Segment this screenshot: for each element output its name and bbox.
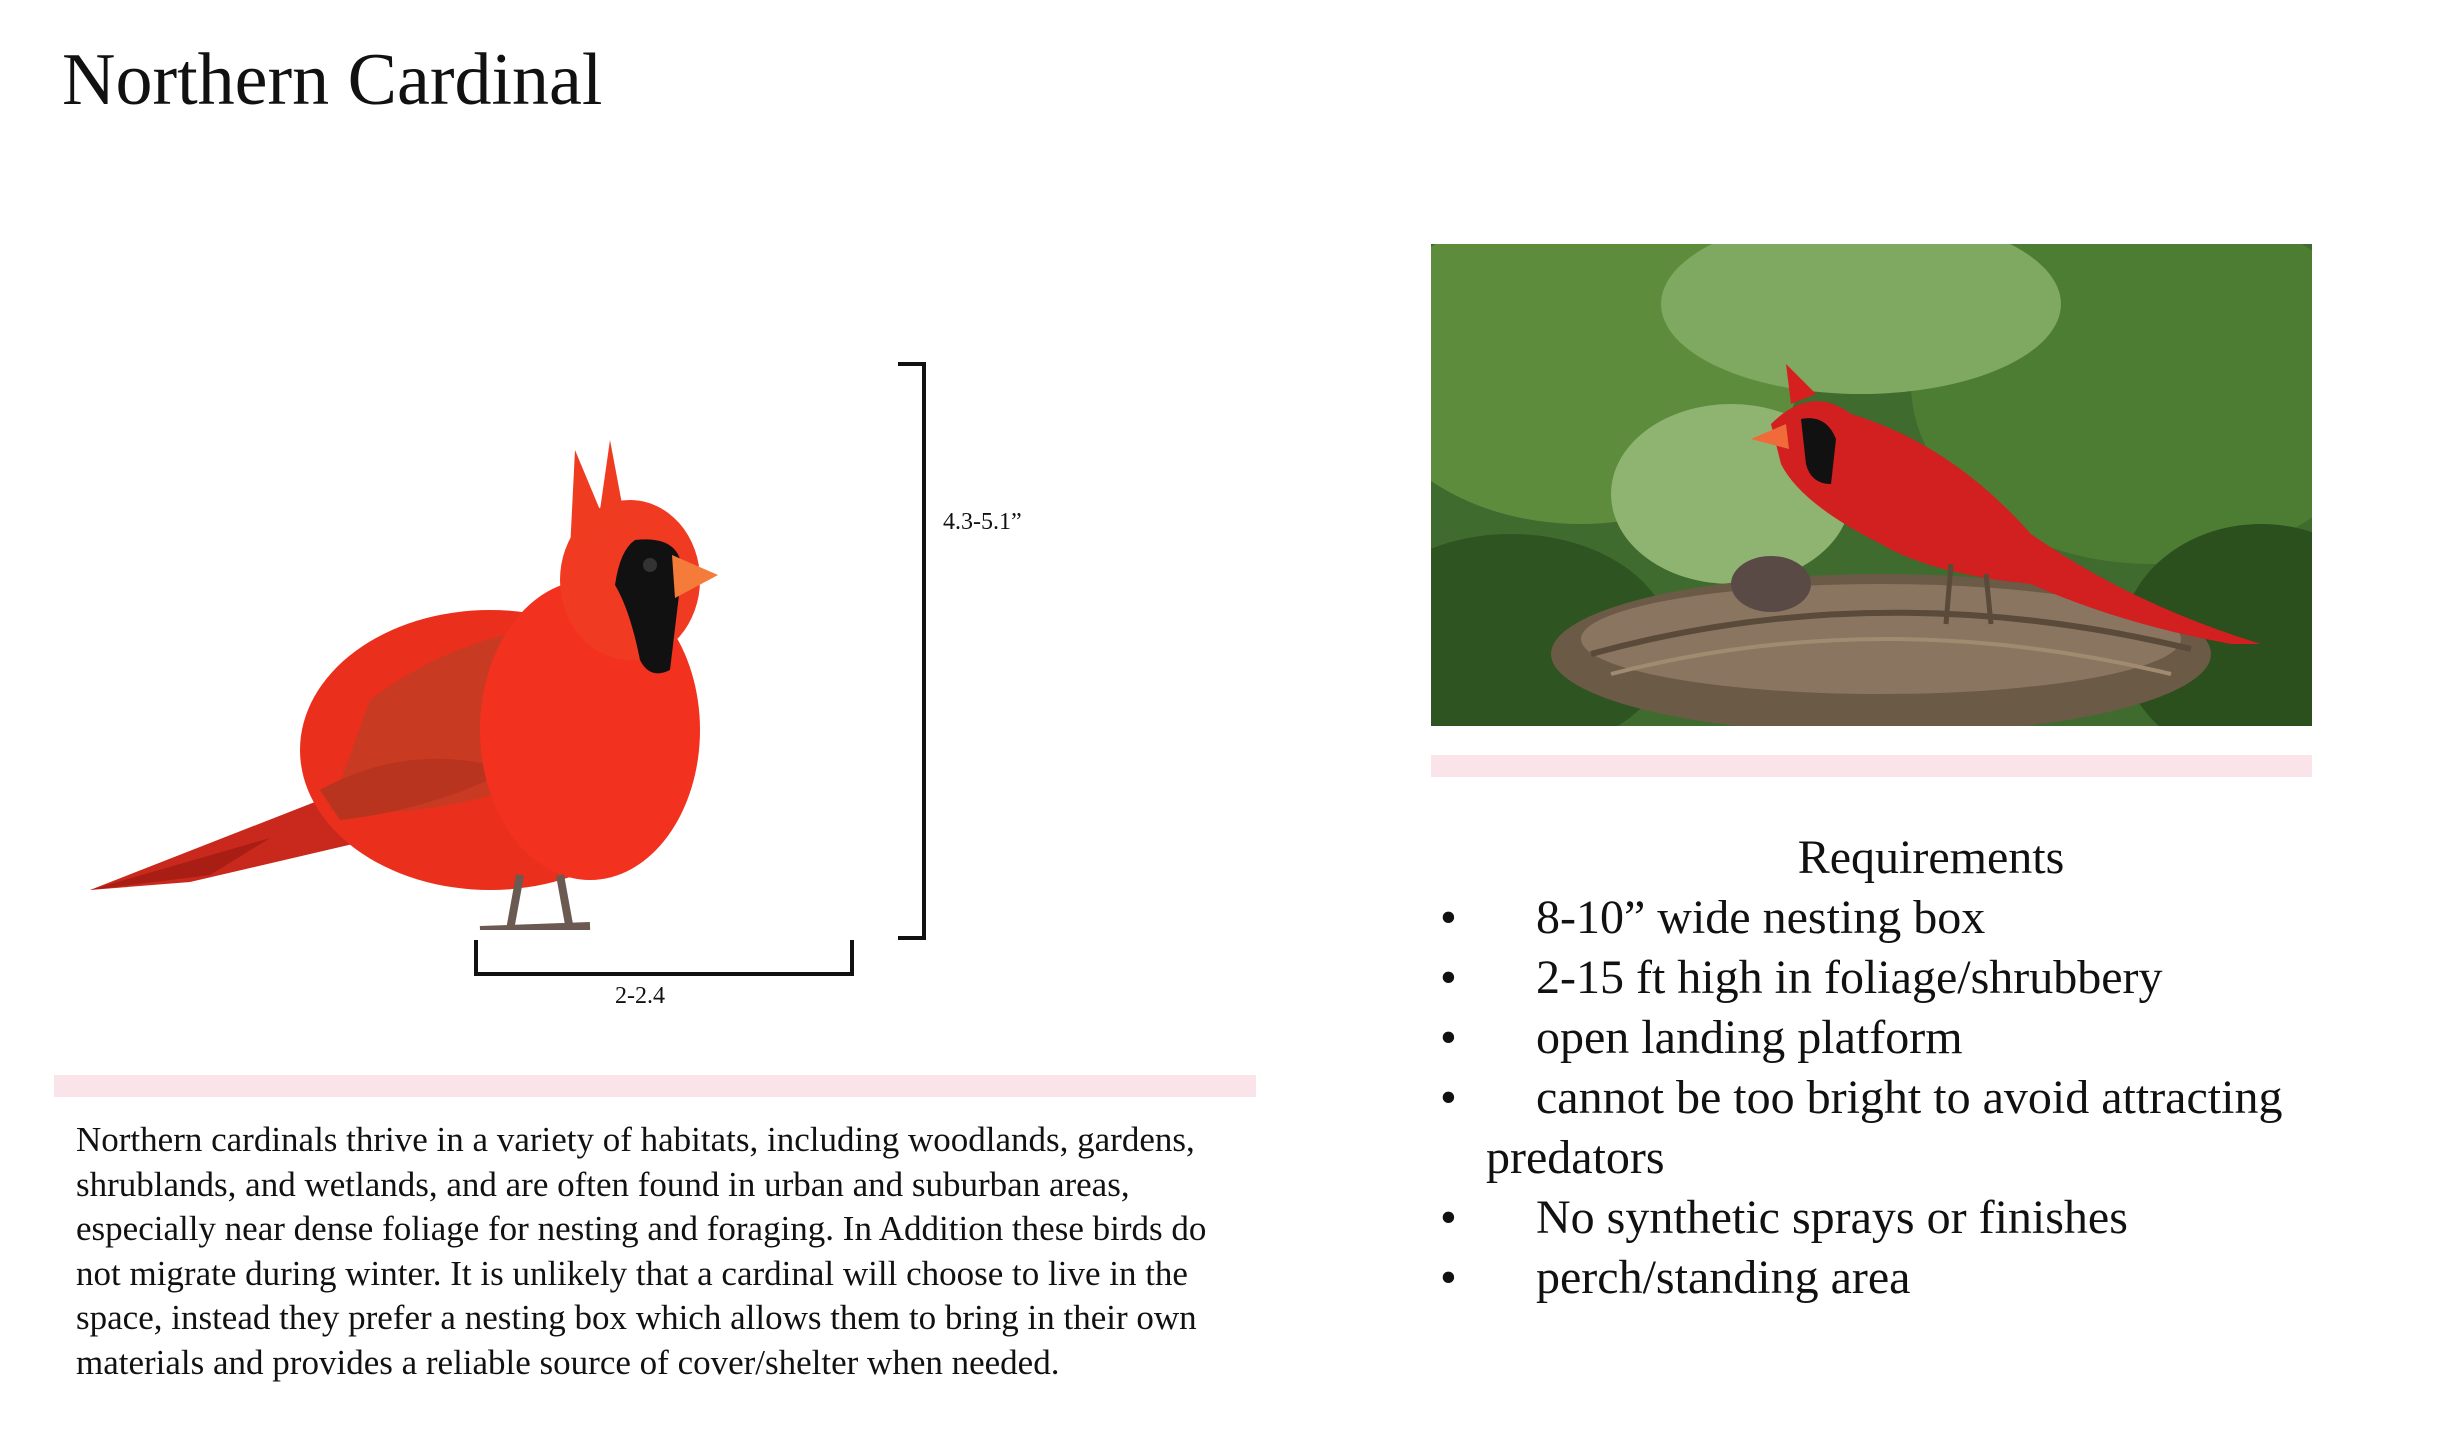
divider-right (1431, 755, 2312, 777)
cardinal-nest-photo (1431, 244, 2312, 726)
requirements-list (1440, 888, 2450, 1308)
bullet-icon: • (1440, 891, 1457, 944)
height-bracket (896, 362, 926, 940)
requirements-heading: Requirements (1797, 831, 2065, 884)
bullet-icon: • (1440, 951, 1457, 1004)
divider-left (54, 1075, 1256, 1097)
list-item: • 8-10” wide nesting box (1440, 888, 2450, 948)
width-bracket (472, 938, 856, 978)
list-item: • 2-15 ft high in foliage/shrubbery (1440, 948, 2450, 1008)
cardinal-illustration (70, 370, 970, 930)
page-title: Northern Cardinal (62, 39, 603, 121)
bullet-icon: • (1440, 1191, 1457, 1244)
list-item: • perch/standing area (1440, 1248, 2450, 1308)
list-item: • No synthetic sprays or finishes (1440, 1188, 2450, 1248)
bullet-icon: • (1440, 1251, 1457, 1304)
width-measurement: 2-2.4 (615, 983, 665, 1009)
list-item: • open landing platform (1440, 1008, 2450, 1068)
bullet-icon: • (1440, 1011, 1457, 1064)
list-item: • cannot be too bright to avoid attracting predators (1440, 1068, 2450, 1188)
habitat-description: Northern cardinals thrive in a variety of habitats, including woodlands, gardens, shrublands, and wetlands, and are often found in urban and suburban areas, especially near dense foliage for nesting and foraging. In Addition these birds do not migrate during winter. It is unlikely that a cardinal will choose to live in the space, instead they prefer a nesting box which allows them to bring in their own materials and provides a reliable source of cover/shelter when needed. (76, 1120, 1207, 1382)
bullet-icon: • (1440, 1071, 1457, 1124)
height-measurement: 4.3-5.1” (943, 509, 1022, 535)
